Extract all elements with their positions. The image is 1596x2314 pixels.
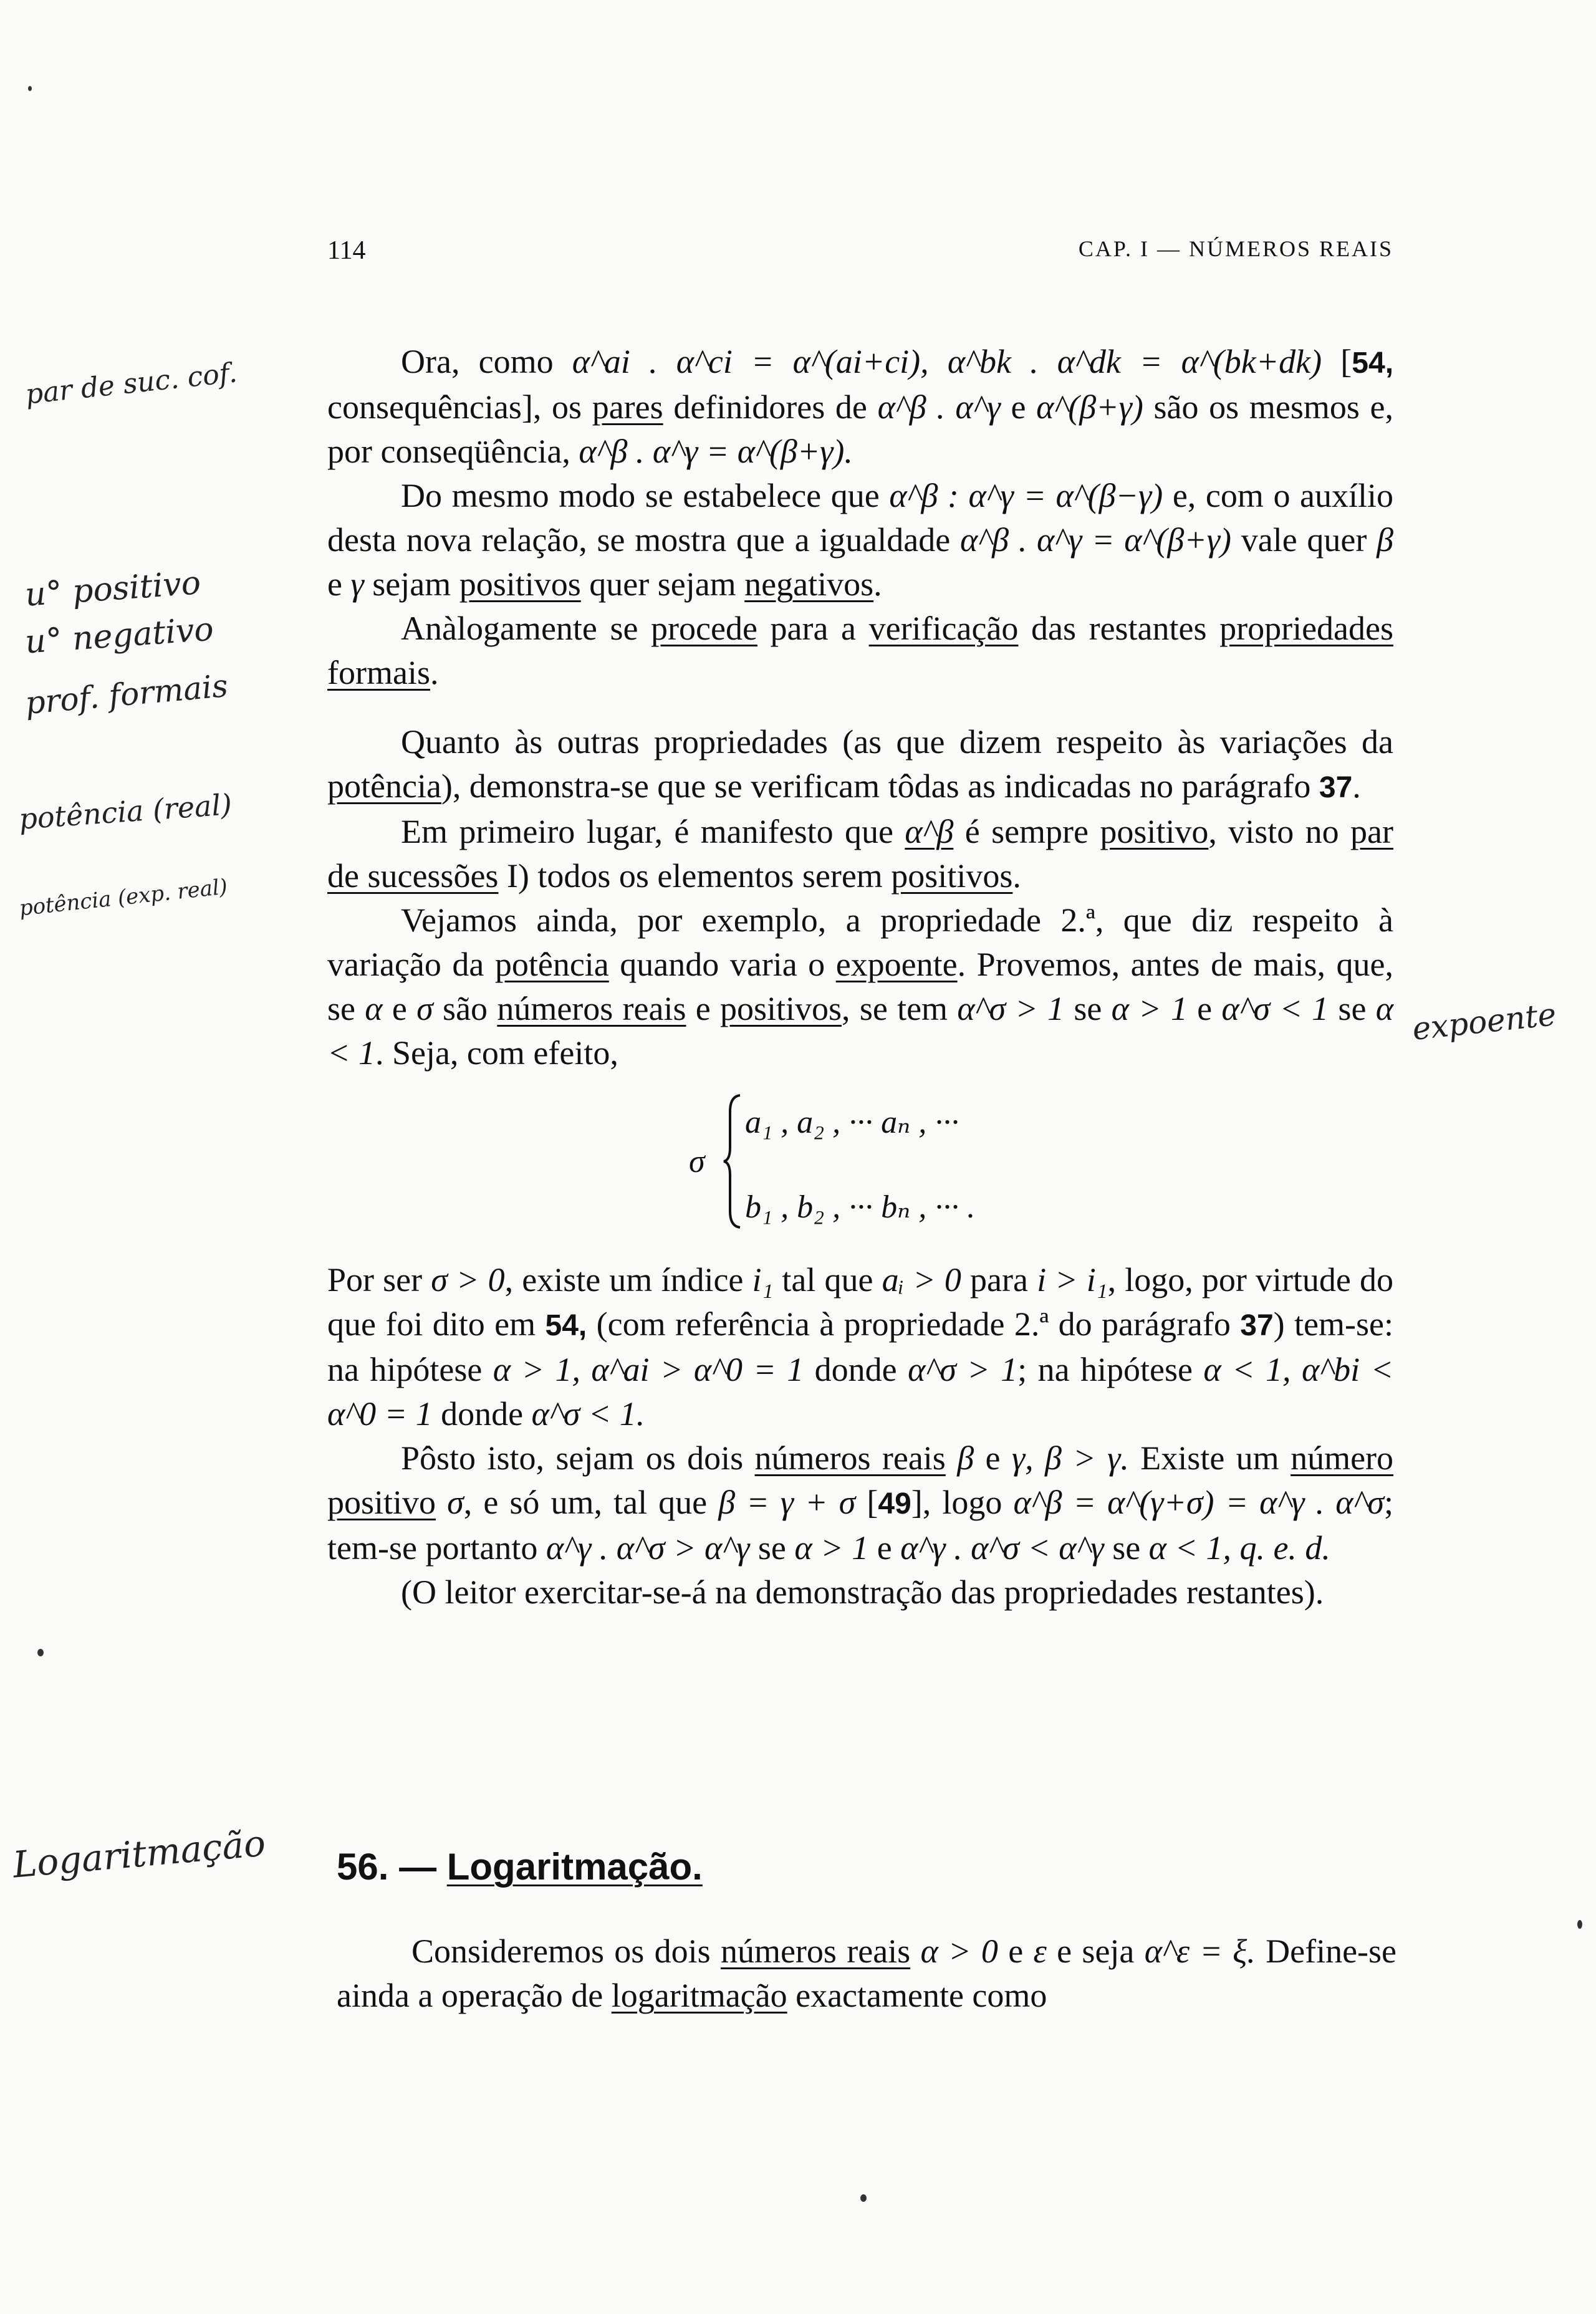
- paragraph-10: Consideremos os dois números reais α > 0 e ε e seja α^ε = ξ. Define-se ainda a operação de logaritmação exactamente como: [337, 1932, 1397, 2014]
- paragraph-3: Anàlogamente se procede para a verificação das restantes propriedades formais.: [327, 610, 1393, 691]
- paragraph-6: Vejamos ainda, por exemplo, a propriedade 2.ª, que diz respeito à variação da potência quando varia o expoente. Provemos, antes de mais, que, se α e σ são números reais e positivos, se tem α^σ > 1 se α > 1 e α^σ < 1 se α < 1. Seja, com efeito,: [327, 901, 1394, 1072]
- margin-note-4: prof. formais: [24, 667, 229, 722]
- main-text: [327, 340, 1393, 1615]
- paragraph-8: Pôsto isto, sejam os dois números reais β e γ, β > γ. Existe um número positivo σ, e só um, tal que β = γ + σ [49], logo α^β = α^(γ+σ) = α^γ . α^σ; tem-se portanto α^γ . α^σ > α^γ se α > 1 e α^γ . α^σ < α^γ se α < 1, q. e. d.: [327, 1439, 1394, 1567]
- paragraph-1: Ora, como α^ai . α^ci = α^(ai+ci), α^bk . α^dk = α^(bk+dk) [54, consequências], os pares definidores de α^β . α^γ e α^(β+γ) são os mesmos e, por conseqüência, α^β . α^γ = α^(β+γ).: [327, 343, 1394, 470]
- sigma-symbol: σ: [689, 1144, 705, 1179]
- paragraph-2: Do mesmo modo se estabelece que α^β : α^γ = α^(β−γ) e, com o auxílio desta nova relação, se mostra que a igualdade α^β . α^γ = α^(β+γ) vale quer β e γ sejam positivos quer sejam negativos.: [327, 477, 1394, 603]
- sequence-pair: [327, 1087, 1393, 1239]
- chapter-title: CAP. I — NÚMEROS REAIS: [1078, 236, 1393, 261]
- margin-note-6: potência (exp. real): [17, 874, 229, 921]
- section-number: 56. —: [337, 1846, 437, 1888]
- section-title: Logaritmação.: [446, 1846, 703, 1888]
- sequence-a: a₁ , a₂ , ··· aₙ , ···: [745, 1105, 959, 1140]
- scan-speck: [37, 1649, 44, 1656]
- margin-note-3: u° negativo: [24, 610, 215, 661]
- left-brace-icon: [721, 1093, 743, 1230]
- scan-speck: [28, 86, 32, 91]
- scan-speck: [860, 2194, 867, 2202]
- paragraph-9: (O leitor exercitar-se-á na demonstração das propriedades restantes).: [401, 1573, 1324, 1611]
- page-header: [327, 236, 1393, 273]
- margin-note-2: u° positivo: [24, 564, 202, 614]
- paragraph-7: Por ser σ > 0, existe um índice i₁ tal que aᵢ > 0 para i > i₁, logo, por virtude do que foi dito em 54, (com referência à propriedade 2.ª do parágrafo 37) tem-se: na hipótese α > 1, α^ai > α^0 = 1 donde α^σ > 1; na hipótese α < 1, α^bi < α^0 = 1 donde α^σ < 1.: [327, 1261, 1394, 1433]
- margin-note-1: par de suc. cof.: [24, 357, 239, 411]
- margin-note-7: expoente: [1410, 996, 1558, 1047]
- margin-note-8: Logaritmação: [11, 1822, 267, 1886]
- margin-note-5: potência (real): [17, 787, 233, 836]
- paragraph-4: Quanto às outras propriedades (as que dizem respeito às variações da potência), demonstra-se que se verificam tôdas as indicadas no parágrafo 37.: [327, 723, 1393, 805]
- scan-speck: [1577, 1920, 1582, 1929]
- section-heading: [337, 1845, 703, 1888]
- page-number: 114: [327, 236, 366, 265]
- paragraph-5: Em primeiro lugar, é manifesto que α^β é sempre positivo, visto no par de sucessões I) todos os elementos serem positivos.: [327, 813, 1393, 895]
- sequence-b: b₁ , b₂ , ··· bₙ , ··· .: [745, 1189, 976, 1225]
- section-text: [337, 1929, 1396, 2018]
